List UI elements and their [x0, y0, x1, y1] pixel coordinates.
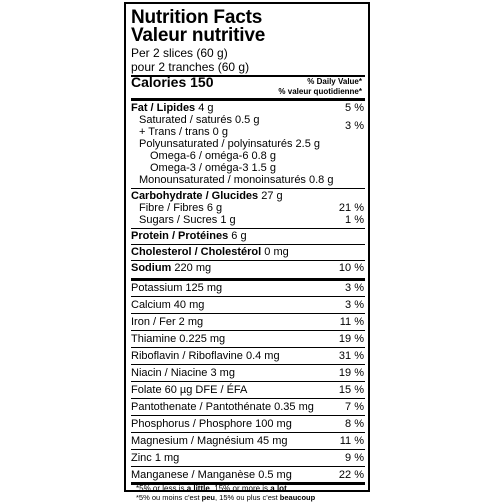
serving-size-french: pour 2 tranches (60 g) — [131, 60, 250, 74]
magnesium-daily-value: 11 % — [339, 435, 364, 447]
niacin-daily-value: 19 % — [338, 367, 364, 379]
riboflavin-daily-value: 31 % — [338, 350, 364, 362]
cholesterol-amount: 0 mg — [264, 246, 289, 258]
title-french: Valeur nutritive — [131, 25, 266, 46]
daily-value-header-english: % Daily Value* — [307, 77, 362, 86]
zinc-daily-value: 9 % — [345, 452, 364, 464]
footnote-french: *5% ou moins c'est peu, 15% ou plus c'est beaucoup — [136, 493, 316, 502]
zinc-label: Zinc 1 mg — [131, 452, 180, 464]
fibre-daily-value: 21 % — [338, 202, 364, 214]
row-niacin — [131, 365, 365, 381]
fat-amount: 4 g — [198, 102, 214, 114]
row-protein — [131, 228, 365, 244]
fibre-label: Fibre / Fibres 6 g — [139, 202, 223, 214]
serving-size-english: Per 2 slices (60 g) — [131, 46, 228, 60]
omega6-label: Omega-6 / oméga-6 0.8 g — [150, 150, 276, 162]
manganese-daily-value: 22 % — [338, 469, 364, 481]
row-sugars — [139, 212, 365, 228]
thiamine-label: Thiamine 0.225 mg — [131, 333, 226, 345]
sodium-amount: 220 mg — [174, 262, 212, 274]
riboflavin-label: Riboflavin / Riboflavine 0.4 mg — [131, 350, 280, 362]
row-potassium — [131, 280, 365, 296]
phosphorus-daily-value: 8 % — [345, 418, 364, 430]
iron-label: Iron / Fer 2 mg — [131, 316, 204, 328]
fat-daily-value: 5 % — [345, 102, 364, 114]
protein-label: Protein / Protéines — [131, 230, 229, 242]
cholesterol-label: Cholesterol / Cholestérol — [131, 246, 262, 258]
calcium-daily-value: 3 % — [345, 299, 364, 311]
carbohydrate-amount: 27 g — [261, 190, 283, 202]
manganese-label: Manganese / Manganèse 0.5 mg — [131, 469, 292, 481]
omega3-label: Omega-3 / oméga-3 1.5 g — [150, 162, 276, 174]
row-manganese — [131, 467, 365, 483]
nutrition-facts-panel — [124, 2, 370, 502]
sodium-label: Sodium — [131, 262, 172, 274]
row-iron — [131, 314, 365, 330]
row-zinc — [131, 450, 365, 466]
pantothenate-daily-value: 7 % — [345, 401, 364, 413]
protein-amount: 6 g — [231, 230, 247, 242]
magnesium-label: Magnesium / Magnésium 45 mg — [131, 435, 288, 447]
saturated-trans-daily-value: 3 % — [345, 120, 364, 132]
iron-daily-value: 11 % — [339, 316, 364, 328]
row-thiamine — [131, 331, 365, 347]
folate-label: Folate 60 µg DFE / ÉFA — [131, 384, 248, 396]
row-folate — [131, 382, 365, 398]
row-calcium — [131, 297, 365, 313]
footnote-english: *5% or less is a little, 15% or more is a lot — [136, 484, 287, 493]
row-pantothenate — [131, 399, 365, 415]
row-phosphorus — [131, 416, 365, 432]
phosphorus-label: Phosphorus / Phosphore 100 mg — [131, 418, 292, 430]
folate-daily-value: 15 % — [338, 384, 364, 396]
row-magnesium — [131, 433, 365, 449]
row-monounsaturated — [139, 172, 365, 188]
title-english: Nutrition Facts — [131, 7, 263, 28]
pantothenate-label: Pantothenate / Pantothénate 0.35 mg — [131, 401, 314, 413]
trans-label: + Trans / trans 0 g — [139, 126, 228, 138]
sodium-daily-value: 10 % — [338, 262, 364, 274]
sugars-daily-value: 1 % — [345, 214, 364, 226]
carbohydrate-label: Carbohydrate / Glucides — [131, 190, 259, 202]
niacin-label: Niacin / Niacine 3 mg — [131, 367, 235, 379]
monounsaturated-label: Monounsaturated / monoinsaturés 0.8 g — [139, 174, 334, 186]
thiamine-daily-value: 19 % — [338, 333, 364, 345]
calories: Calories 150 — [131, 74, 214, 90]
row-sodium — [131, 260, 365, 276]
sugars-label: Sugars / Sucres 1 g — [139, 214, 236, 226]
daily-value-header-french: % valeur quotidienne* — [278, 87, 362, 96]
potassium-label: Potassium 125 mg — [131, 282, 223, 294]
row-riboflavin — [131, 348, 365, 364]
fat-label: Fat / Lipides — [131, 102, 196, 114]
potassium-daily-value: 3 % — [345, 282, 364, 294]
polyunsaturated-label: Polyunsaturated / polyinsaturés 2.5 g — [139, 138, 321, 150]
saturated-label: Saturated / saturés 0.5 g — [139, 114, 260, 126]
row-cholesterol — [131, 244, 365, 260]
calcium-label: Calcium 40 mg — [131, 299, 205, 311]
